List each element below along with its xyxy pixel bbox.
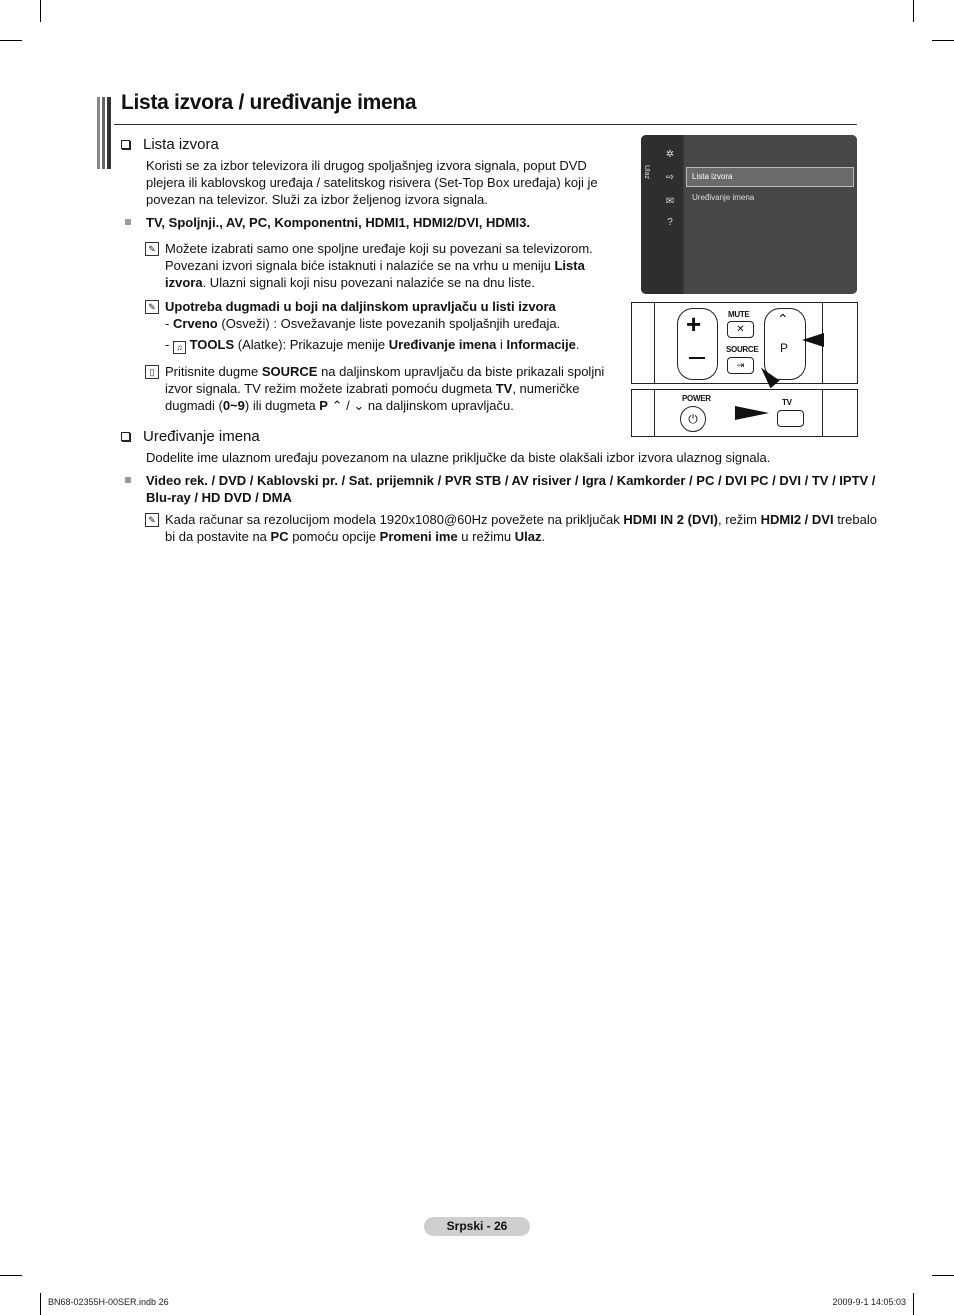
remote-illustration-bottom <box>631 389 858 437</box>
note-icon: ✎ <box>145 242 159 256</box>
mute-label: MUTE <box>728 310 750 319</box>
menu-item-selected[interactable]: Lista izvora <box>686 167 854 187</box>
menu-side-label: Ulaz <box>643 165 650 180</box>
note-icon: ✎ <box>145 513 159 527</box>
power-button: ⏻ <box>680 406 706 432</box>
section1-intro: Koristi se za izbor televizora ili drugog spoljašnjeg izvora signala, poput DVD plejera ili kablovskog uređaja / satelitskog risivera (Set-Top Box uređaja) koji je povezan na televizor. Služi za izbor željenog izvora signala. <box>146 158 598 207</box>
note-icon: ✎ <box>145 300 159 314</box>
source-label: SOURCE <box>726 345 759 354</box>
page-title: Lista izvora / uređivanje imena <box>121 91 417 114</box>
menu-item[interactable]: Uređivanje imena <box>692 193 755 202</box>
application-icon: ✉ <box>665 196 675 207</box>
volume-button: + <box>677 308 718 380</box>
pointer-arrow-icon <box>802 333 824 347</box>
note-pc-hdmi: ✎ Kada računar sa rezolucijom modela 1920x1080@60Hz povežete na priključak HDMI IN 2 (DVI), režim HDMI2 / DVI trebalo bi da postavite na PC pomoću opcije Promeni ime u režimu Ulaz. <box>121 511 877 545</box>
note-connected-devices: ✎ Možete izabrati samo one spoljne uređaje koji su povezani sa televizorom. Povezani izvori signala biće istaknuti i nalaziće se na vrhu u meniju Lista izvora. Ulazni signali koji nisu povezani nalaziće se na dnu liste. <box>121 240 621 291</box>
channel-p-label: P <box>780 341 788 355</box>
remote-note-icon: ▯ <box>145 365 159 379</box>
tools-icon: ♫ <box>173 341 186 354</box>
title-rule <box>114 124 857 125</box>
title-decoration <box>97 97 111 169</box>
checkbox-bullet-icon <box>121 140 130 149</box>
help-icon: ? <box>667 217 673 228</box>
print-file-info: BN68-02355H-00SER.indb 26 <box>48 1297 169 1307</box>
page-number: Srpski - 26 <box>424 1217 530 1236</box>
sources-list-item: TV, Spoljnji., AV, PC, Komponentni, HDMI1, HDMI2/DVI, HDMI3. <box>121 214 621 231</box>
note-color-buttons: ✎ Upotreba dugmadi u boji na daljinskom upravljaču u listi izvora - Crveno (Osveži) : Osvežavanje liste povezanih spoljašnjih uređaja. - ♫ TOOLS (Alatke): Prikazuje menije Uređivanje imena i Informacije. <box>121 298 621 354</box>
remote-illustration-top <box>631 302 858 384</box>
square-bullet-icon <box>125 477 131 483</box>
square-bullet-icon <box>125 219 131 225</box>
section-heading-uredjivanje-imena: Uređivanje imena <box>121 428 621 445</box>
chevron-down-icon: ⌄ <box>353 398 365 413</box>
tv-label: TV <box>782 398 792 407</box>
input-icon: ⇨ <box>665 172 675 183</box>
pointer-arrow-icon <box>735 406 769 420</box>
source-button: ⇥ <box>727 357 754 374</box>
note-source-button: ▯ Pritisnite dugme SOURCE na daljinskom upravljaču da biste prikazali spoljni izvor signala. TV režim možete izabrati pomoću dugmeta TV, numeričke dugmadi (0~9) ili dugmeta P ⌃ / ⌄ na daljinskom upravljaču. <box>121 363 621 414</box>
devices-list-item: Video rek. / DVD / Kablovski pr. / Sat. prijemnik / PVR STB / AV risiver / Igra / Kamkorder / PC / DVI PC / DVI / TV / IPTV / Blu-ray / HD DVD / DMA <box>121 472 882 506</box>
gear-icon: ✲ <box>665 149 675 160</box>
checkbox-bullet-icon <box>121 432 130 441</box>
print-timestamp: 2009-9-1 14:05:03 <box>832 1297 906 1307</box>
tools-line: - ♫ TOOLS (Alatke): Prikazuje menije Uređivanje imena i Informacije. <box>165 337 580 352</box>
menu-panel <box>684 135 857 294</box>
section-heading-lista-izvora: Lista izvora <box>121 136 621 153</box>
tv-button <box>777 410 804 427</box>
mute-button: ✕ <box>727 321 754 338</box>
power-label: POWER <box>682 394 711 403</box>
tv-menu-screenshot <box>641 135 857 294</box>
section2-intro: Dodelite ime ulaznom uređaju povezanom na ulazne priključke da biste olakšali izbor izvora ulaznog signala. <box>146 450 771 465</box>
chevron-up-icon: ⌃ <box>331 398 343 413</box>
chevron-up-icon: ⌃ <box>777 311 789 327</box>
